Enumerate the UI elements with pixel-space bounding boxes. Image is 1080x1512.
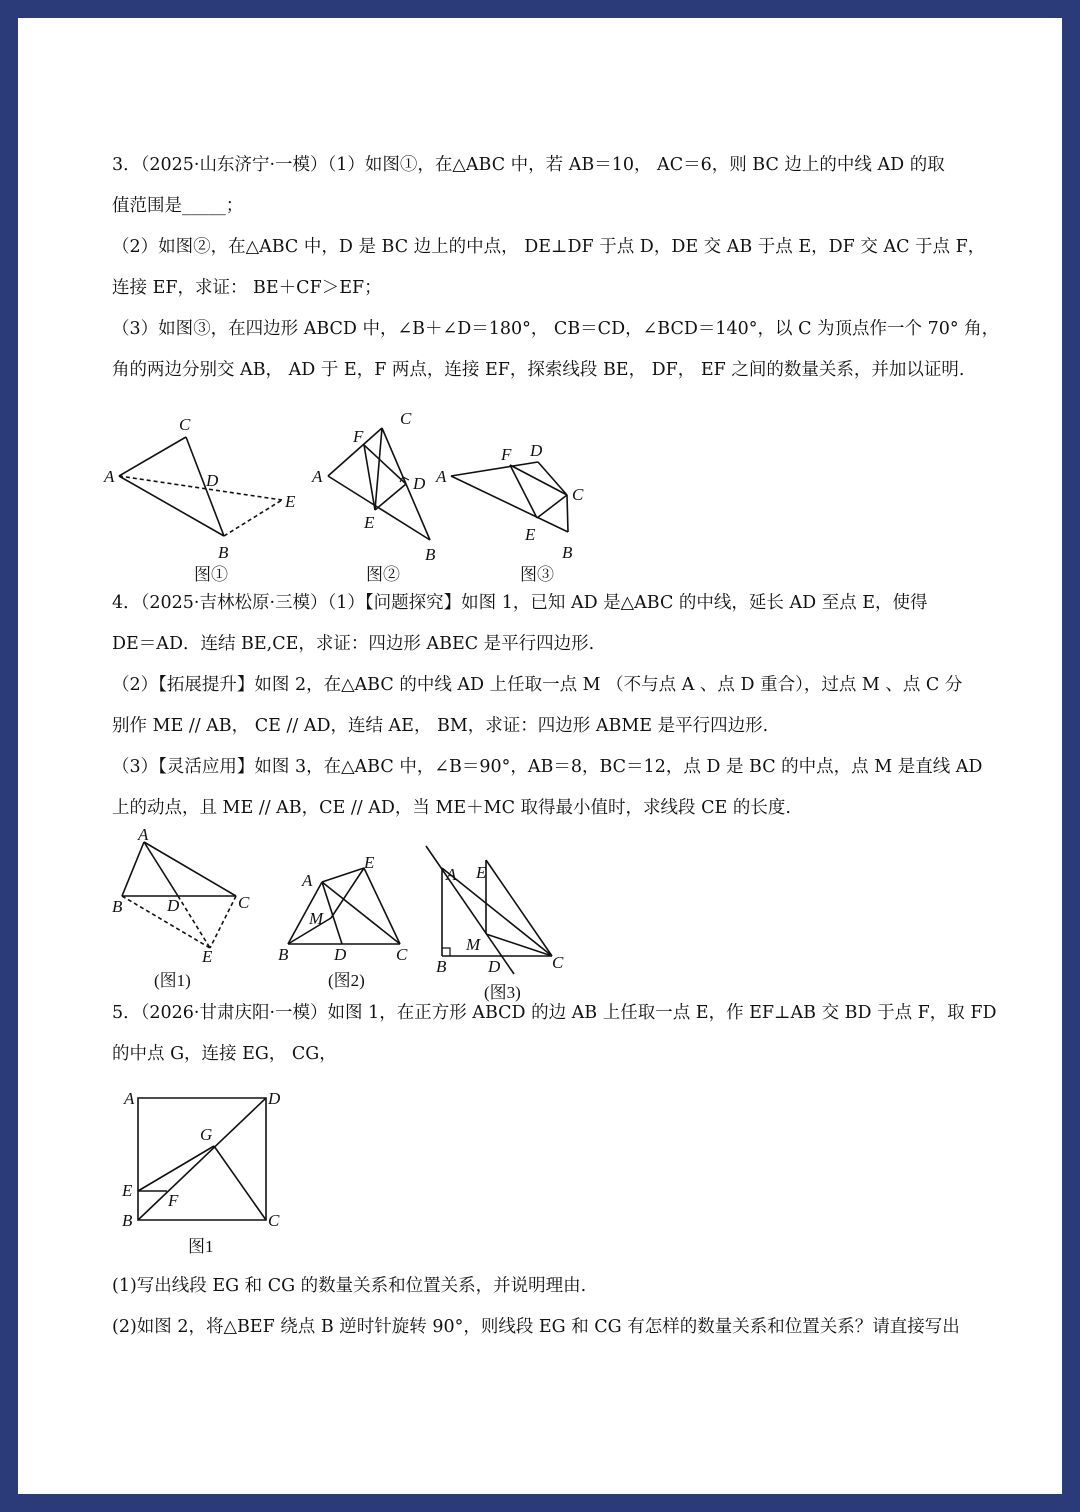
fig1-label-A: A [104, 467, 115, 486]
problem4-line6: 上的动点，且 ME // AB，CE // AD，当 ME＋MC 取得最小值时，求线段 CE 的长度. [112, 798, 791, 818]
p4fig3-label-M: M [466, 935, 481, 954]
fig2-label-F: F [353, 427, 364, 446]
problem3-line3: （2）如图②，在△ABC 中，D 是 BC 边上的中点， DE⊥DF 于点 D，DE 交 AB 于点 E，DF 交 AC 于点 F， [112, 237, 986, 257]
problem4-line3: （2）【拓展提升】如图 2，在△ABC 的中线 AD 上任取一点 M （不与点 A 、点 D 重合），过点 M 、点 C 分 [112, 675, 963, 695]
p4fig1-label-A: A [138, 825, 149, 844]
p5fig1-caption: 图1 [188, 1237, 214, 1256]
p4fig2-caption: (图2) [328, 971, 365, 990]
fig1-label-D: D [206, 471, 219, 490]
fig2-label-B: B [425, 545, 436, 564]
problem5-question1: (1)写出线段 EG 和 CG 的数量关系和位置关系，并说明理由. [112, 1276, 587, 1296]
problem5-figure1 [114, 1084, 314, 1259]
p4fig3-caption: (图3) [484, 983, 521, 1002]
p4fig3-label-D: D [488, 957, 501, 976]
fig3-label-E: E [525, 525, 536, 544]
problem5-line2: 的中点 G，连接 EG， CG， [112, 1044, 337, 1064]
problem5-line1: 5．（2026·甘肃庆阳·一模）如图 1，在正方形 ABCD 的边 AB 上任取一点 E，作 EF⊥AB 交 BD 于点 F，取 FD [112, 1003, 997, 1023]
problem4-line4: 别作 ME // AB， CE // AD，连结 AE， BM，求证：四边形 ABME 是平行四边形. [112, 716, 769, 736]
problem4-line1: 4．（2025·吉林松原·三模）（1）【问题探究】如图 1，已知 AD 是△ABC 的中线，延长 AD 至点 E，使得 [112, 593, 928, 613]
fig2-label-C: C [400, 409, 412, 428]
problem5-question2: (2)如图 2，将△BEF 绕点 B 逆时针旋转 90°，则线段 EG 和 CG 有怎样的数量关系和位置关系？请直接写出 [112, 1317, 960, 1337]
p4fig2-label-D: D [334, 945, 347, 964]
p4fig1-label-B: B [112, 897, 123, 916]
problem3-line4: 连接 EF，求证： BE＋CF＞EF； [112, 278, 382, 298]
p4fig3-label-A: A [446, 865, 457, 884]
p4fig1-caption: (图1) [154, 971, 191, 990]
p5fig1-label-A: A [124, 1089, 135, 1108]
fig3-label-B: B [562, 543, 573, 562]
problem3-line1: 3．（2025·山东济宁·一模）（1）如图①，在△ABC 中，若 AB＝10， AC＝6，则 BC 边上的中线 AD 的取 [112, 155, 945, 175]
problem3-figure1 [102, 392, 322, 582]
fig3-label-D: D [530, 441, 543, 460]
problem4-figure1 [106, 825, 286, 1005]
fig2-caption: 图② [366, 565, 400, 584]
fig2-label-D: D [413, 474, 426, 493]
p5fig1-label-C: C [268, 1211, 280, 1230]
problem3-line5: （3）如图③，在四边形 ABCD 中，∠B＋∠D＝180°， CB＝CD，∠BCD＝140°，以 C 为顶点作一个 70° 角， [112, 319, 1000, 339]
p4fig2-label-C: C [396, 945, 408, 964]
p5fig1-label-B: B [122, 1211, 133, 1230]
p4fig2-label-A: A [302, 871, 313, 890]
p4fig3-label-C: C [552, 953, 564, 972]
p4fig2-label-B: B [278, 945, 289, 964]
fig3-label-F: F [501, 445, 512, 464]
p4fig3-label-B: B [436, 957, 447, 976]
p5fig1-label-F: F [168, 1191, 179, 1210]
fig1-label-E: E [285, 492, 296, 511]
problem4-line5: （3）【灵活应用】如图 3，在△ABC 中，∠B＝90°，AB＝8，BC＝12，点 D 是 BC 的中点，点 M 是直线 AD [112, 757, 983, 777]
p5fig1-label-E: E [122, 1181, 133, 1200]
p4fig3-label-E: E [476, 863, 487, 882]
p4fig1-label-C: C [238, 893, 250, 912]
fig1-label-C: C [179, 415, 191, 434]
fig2-label-A: A [312, 467, 323, 486]
fig3-label-A: A [436, 467, 447, 486]
p4fig2-label-M: M [309, 909, 324, 928]
document-page [18, 18, 1062, 1494]
fig1-label-B: B [218, 543, 229, 562]
p5fig1-label-D: D [268, 1089, 281, 1108]
fig1-caption: 图① [194, 565, 228, 584]
problem4-line2: DE＝AD．连结 BE,CE，求证：四边形 ABEC 是平行四边形. [112, 634, 595, 654]
problem4-figure2 [272, 853, 432, 1006]
problem3-line6: 角的两边分别交 AB， AD 于 E，F 两点，连接 EF，探索线段 BE， DF， EF 之间的数量关系，并加以证明. [112, 360, 965, 380]
fig3-label-C: C [572, 485, 584, 504]
p5fig1-label-G: G [200, 1125, 213, 1144]
fig3-caption: 图③ [520, 565, 554, 584]
p4fig1-label-E: E [202, 947, 213, 966]
problem4-figure3 [422, 842, 592, 1007]
p4fig2-label-E: E [364, 853, 375, 872]
p4fig1-label-D: D [167, 896, 180, 915]
fig2-label-E: E [364, 513, 375, 532]
problem3-line2: 值范围是_____； [112, 196, 244, 216]
problem3-figure3 [434, 392, 624, 582]
